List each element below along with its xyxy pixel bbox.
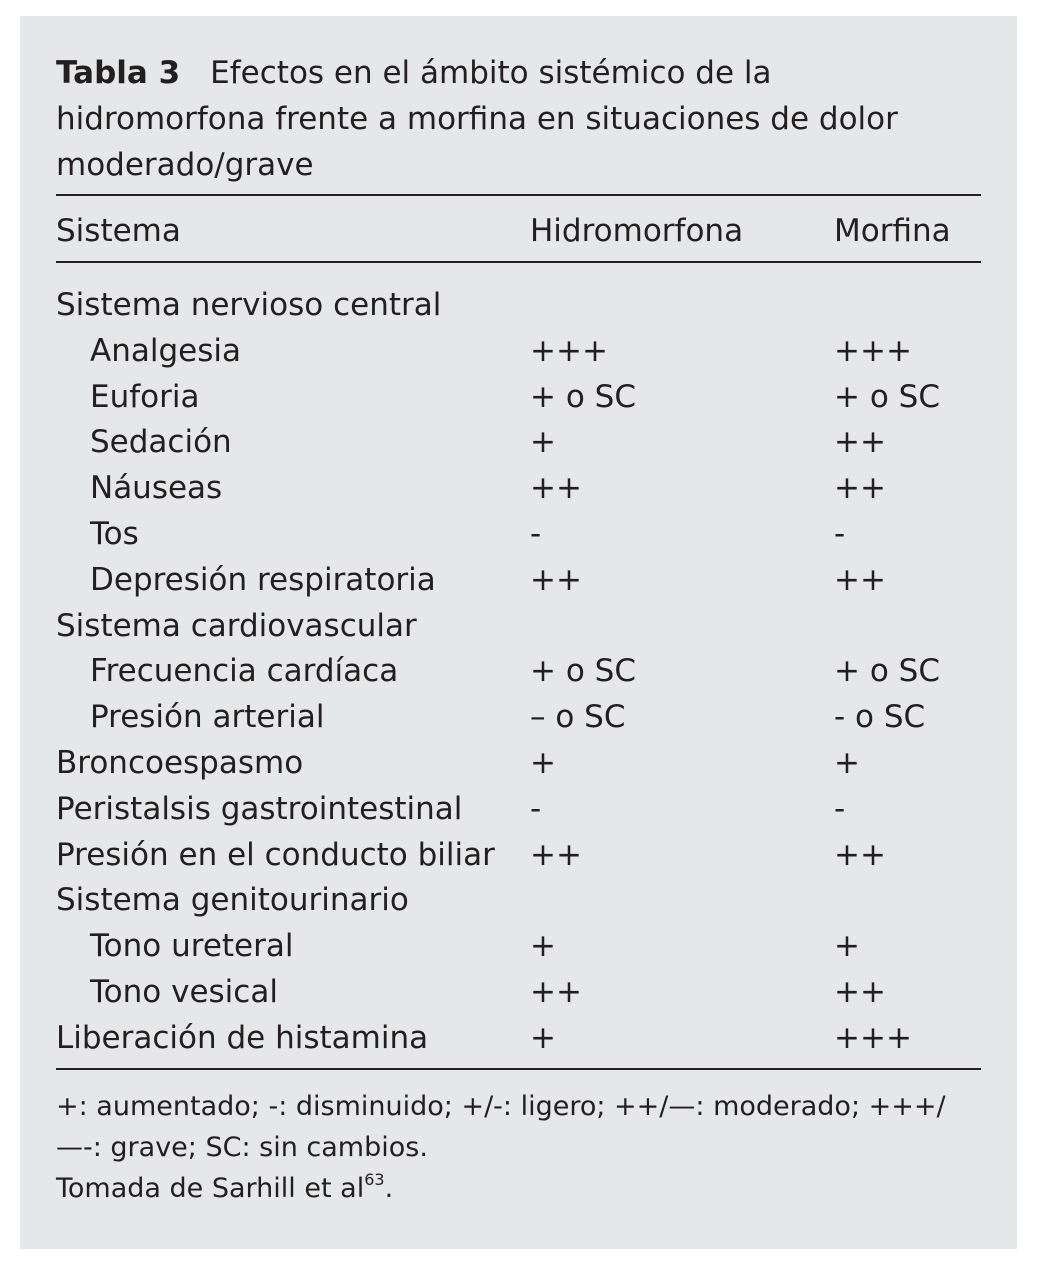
- source-note: [56, 1168, 986, 1209]
- table-row: [20, 1016, 1017, 1062]
- row-label: Tono vesical: [90, 973, 278, 1010]
- table-panel: [20, 16, 1017, 1249]
- row-label: Broncoespasmo: [56, 744, 304, 781]
- row-group-label: Sistema genitourinario: [56, 882, 409, 919]
- cell-hidromorfona: +++: [530, 332, 608, 369]
- cell-morfina: +++: [834, 332, 912, 369]
- table-title: Efectos en el ámbito sistémico de la hidromorfona frente a morfina en situaciones de dolor moderado/grave: [56, 55, 898, 183]
- cell-morfina: -: [834, 790, 846, 827]
- column-header-hidromorfona: Hidromorfona: [530, 213, 744, 249]
- table-body: [20, 283, 1017, 1062]
- table-row: [20, 787, 1017, 833]
- table-row: [20, 420, 1017, 466]
- cell-morfina: ++: [834, 470, 886, 507]
- cell-morfina: +++: [834, 1019, 912, 1056]
- cell-hidromorfona: + o SC: [530, 378, 636, 415]
- row-label: Tono ureteral: [90, 928, 294, 965]
- row-label: Presión arterial: [90, 699, 325, 736]
- cell-hidromorfona: + o SC: [530, 653, 636, 690]
- row-group-label: Sistema cardiovascular: [56, 607, 417, 644]
- table-row: [20, 512, 1017, 558]
- column-header-sistema: Sistema: [56, 213, 181, 249]
- cell-hidromorfona: +: [530, 928, 556, 965]
- row-group-label: Sistema nervioso central: [56, 287, 442, 323]
- top-rule: [56, 194, 981, 196]
- row-label: Frecuencia cardíaca: [90, 653, 399, 690]
- cell-morfina: + o SC: [834, 378, 940, 415]
- row-label: Euforia: [90, 378, 200, 415]
- cell-morfina: + o SC: [834, 653, 940, 690]
- cell-hidromorfona: -: [530, 515, 542, 552]
- table-row: [20, 970, 1017, 1016]
- table-row: [20, 329, 1017, 375]
- cell-hidromorfona: -: [530, 790, 542, 827]
- table-row: [20, 375, 1017, 421]
- cell-morfina: +: [834, 744, 860, 781]
- row-label: Liberación de histamina: [56, 1019, 429, 1056]
- table-row: [20, 878, 1017, 924]
- cell-hidromorfona: +: [530, 1019, 556, 1056]
- table-row: [20, 924, 1017, 970]
- row-label: Tos: [90, 515, 139, 552]
- table-row: [20, 741, 1017, 787]
- cell-hidromorfona: ++: [530, 561, 582, 598]
- header-rule: [56, 261, 981, 263]
- reference-number: 63: [364, 1170, 385, 1189]
- row-label: Náuseas: [90, 470, 223, 507]
- cell-morfina: ++: [834, 973, 886, 1010]
- cell-morfina: ++: [834, 836, 886, 873]
- cell-hidromorfona: – o SC: [530, 699, 626, 736]
- table-row: [20, 283, 1017, 329]
- cell-hidromorfona: ++: [530, 836, 582, 873]
- cell-hidromorfona: +: [530, 744, 556, 781]
- column-header-morfina: Morfina: [834, 213, 951, 249]
- cell-morfina: +: [834, 928, 860, 965]
- table-row: [20, 649, 1017, 695]
- table-row: [20, 558, 1017, 604]
- table-row: [20, 466, 1017, 512]
- cell-morfina: ++: [834, 424, 886, 461]
- source-text: Tomada de Sarhill et al: [56, 1173, 365, 1204]
- row-label: Presión en el conducto biliar: [56, 836, 495, 873]
- table-label: Tabla 3: [56, 55, 181, 91]
- table-row: [20, 833, 1017, 879]
- cell-morfina: ++: [834, 561, 886, 598]
- cell-hidromorfona: ++: [530, 973, 582, 1010]
- table-caption: [56, 50, 956, 188]
- row-label: Analgesia: [90, 332, 241, 369]
- cell-morfina: - o SC: [834, 699, 926, 736]
- bottom-rule: [56, 1068, 981, 1070]
- cell-hidromorfona: ++: [530, 470, 582, 507]
- cell-hidromorfona: +: [530, 424, 556, 461]
- row-label: Depresión respiratoria: [90, 561, 436, 598]
- row-label: Peristalsis gastrointestinal: [56, 790, 463, 827]
- source-end: .: [384, 1173, 394, 1204]
- table-footnotes: [56, 1086, 986, 1209]
- table-header: [20, 208, 1017, 254]
- abbreviation-legend: +: aumentado; -: disminuido; +/-: ligero; ++/—: moderado; +++/—-: grave; SC: sin cambios.: [56, 1091, 946, 1163]
- row-label: Sedación: [90, 424, 232, 461]
- table-row: [20, 604, 1017, 650]
- cell-morfina: -: [834, 515, 846, 552]
- table-row: [20, 695, 1017, 741]
